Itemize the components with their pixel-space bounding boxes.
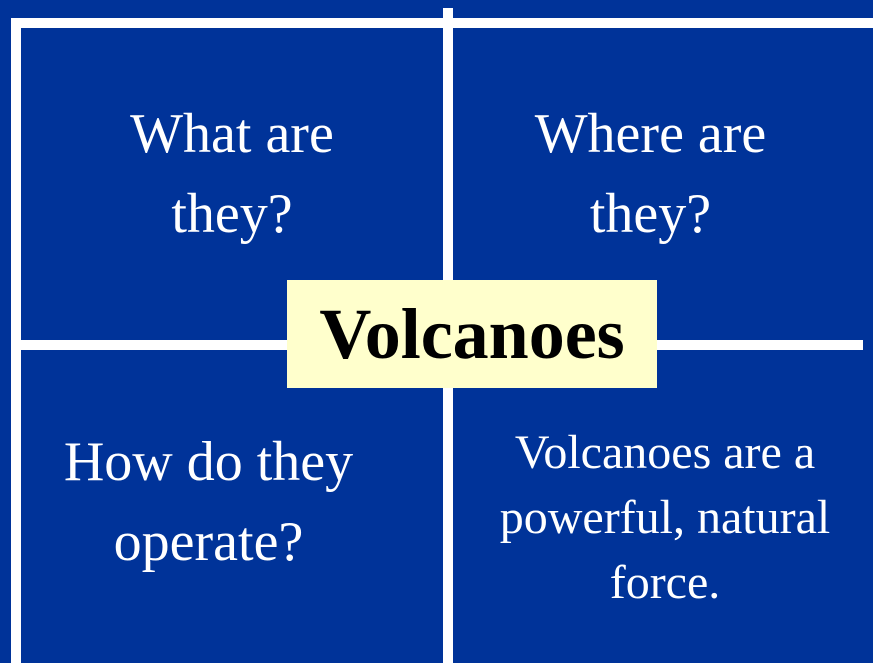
- quadrant-bottom-right-text: [465, 420, 865, 615]
- quadrant-top-left-line1: What are: [130, 103, 334, 165]
- title-box: [287, 280, 657, 388]
- quadrant-top-right-line1: Where are: [534, 103, 767, 165]
- quadrant-top-right-text: [453, 94, 848, 254]
- quadrant-bottom-right-line1: Volcanoes are a: [514, 426, 816, 479]
- quadrant-bottom-right-line2: powerful, natural: [499, 491, 831, 544]
- quadrant-bottom-left-line1: How do they: [63, 431, 354, 493]
- top-border-line: [11, 18, 873, 28]
- quadrant-top-right-line2: they?: [589, 183, 712, 245]
- quadrant-bottom-left-text: [21, 422, 396, 582]
- quadrant-top-left-line2: they?: [171, 183, 293, 245]
- quadrant-bottom-right-line3: force.: [609, 556, 721, 609]
- quadrant-top-left-text: [21, 94, 443, 254]
- slide-title: Volcanoes: [319, 293, 625, 374]
- quadrant-bottom-left-line2: operate?: [113, 511, 304, 573]
